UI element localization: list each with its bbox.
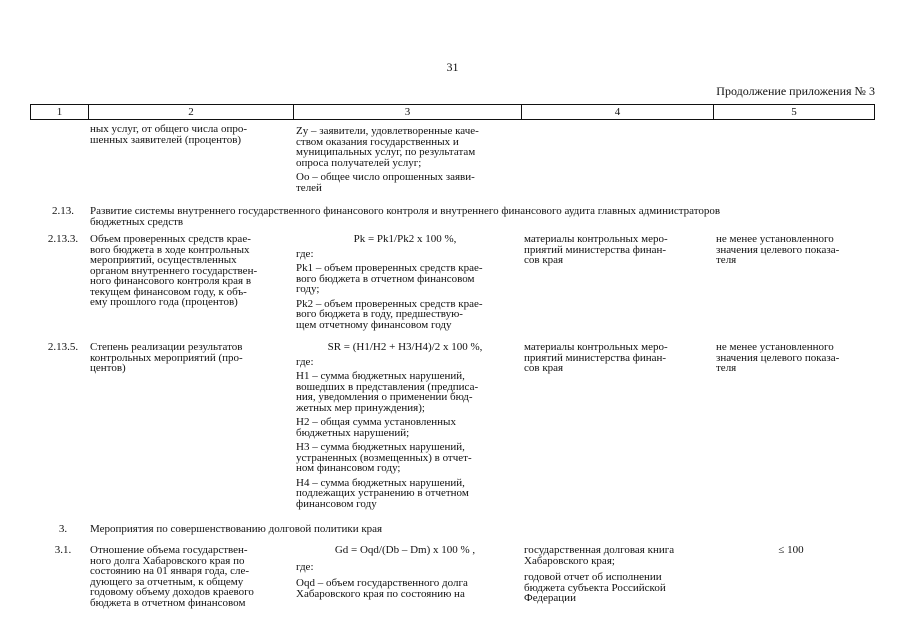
page-number: 31 [446, 60, 459, 74]
row-number: 2.13.5. [47, 341, 79, 353]
header-col-3: 3 [294, 105, 522, 119]
text-line: Объем проверенных средств крае- [90, 233, 251, 245]
formula: Pk = Pk1/Pk2 x 100 %, [353, 233, 457, 245]
text-line: телей [296, 181, 322, 194]
formula-cell [296, 342, 514, 509]
text-line: вошедших в представления (предписа- [296, 380, 479, 393]
text-line: году; [296, 283, 320, 295]
indicator-name [90, 545, 284, 608]
text-line: финансовом году [296, 497, 377, 510]
text-line: вого бюджета в году, предшествую- [296, 308, 463, 320]
indicator-name [90, 234, 284, 308]
text-line: муниципальных услуг, по результатам [296, 146, 476, 158]
text-line: жетных мер принуждения); [296, 401, 425, 414]
text-line: ного финансового контроля края в [90, 275, 252, 287]
header-col-5: 5 [791, 106, 797, 118]
appendix-note: Продолжение приложения № 3 [716, 84, 875, 98]
header-col-2: 2 [89, 105, 294, 119]
text-line: Отношение объема государствен- [90, 544, 248, 556]
target-cell: ≤ 100 [778, 544, 804, 556]
indicator-name [90, 342, 284, 374]
text-line: годовой отчет об исполнении [524, 571, 662, 583]
text-line: бюджетных нарушений; [296, 426, 410, 439]
text-line: шенных заявителей (процентов) [90, 133, 242, 146]
text-line: состоянию на 01 января года, сле- [90, 565, 250, 577]
target-cell [716, 234, 866, 266]
text-line: устраненных (возмещенных) в отчет- [296, 451, 472, 464]
text-line: щем отчетному финансовом году [296, 318, 452, 331]
header-col-4: 4 [522, 105, 714, 119]
text-line: Хабаровского края по состоянию на [296, 587, 465, 600]
where-label: где: [296, 560, 314, 573]
text-line: бюджета субъекта Российской [524, 581, 666, 594]
text-line: не менее установленного [716, 341, 834, 353]
text-line: ного долга Хабаровского края по [90, 554, 245, 567]
source-cell [524, 342, 704, 374]
text-line: подлежащих устранению в отчетном [296, 487, 469, 499]
text-line: годовому объему доходов краевого [90, 586, 254, 598]
section-title: Мероприятия по совершенствованию долговой политики края [90, 523, 383, 535]
text-line: приятий министерства финан- [524, 243, 667, 256]
text-line: Федерации [524, 592, 576, 604]
text-line: Zy – заявители, удовлетворенные каче- [296, 125, 479, 137]
section-number: 2.13. [52, 205, 74, 217]
formula-cell [296, 234, 514, 330]
formula: Gd = Oqd/(Db – Dm) x 100 % , [334, 544, 476, 556]
text-line: бюджетных средств [90, 215, 184, 228]
where-label: где: [296, 247, 314, 260]
text-line: ния, уведомления о применении бюд- [296, 391, 473, 403]
where-label: где: [296, 355, 314, 368]
text-line: Развитие системы внутреннего государственного финансового контроля и внутреннего финансового аудита главных администраторов [90, 205, 721, 217]
cont-formula [296, 126, 514, 193]
table-header-row [30, 104, 875, 120]
formula-cell [296, 545, 514, 599]
text-line: ством оказания государственных и [296, 135, 459, 148]
cont-name [90, 124, 284, 145]
text-line: центов) [90, 362, 126, 374]
text-line: теля [716, 362, 737, 374]
text-line: ных услуг, от общего числа опро- [90, 123, 247, 135]
text-line: мероприятий, осуществленных [90, 254, 237, 266]
text-line: материалы контрольных меро- [524, 341, 668, 353]
text-line: Хабаровского края; [524, 554, 615, 567]
source-cell [524, 234, 704, 266]
text-line: контрольных мероприятий (про- [90, 351, 243, 364]
text-line: опроса получателей услуг; [296, 156, 422, 169]
text-line: Степень реализации результатов [90, 341, 243, 353]
text-line: материалы контрольных меро- [524, 233, 668, 245]
row-number: 3.1. [54, 544, 72, 556]
text-line: H1 – сумма бюджетных нарушений, [296, 370, 465, 382]
text-line: приятий министерства финан- [524, 351, 667, 364]
text-line: органом внутреннего государствен- [90, 264, 258, 277]
target-cell [716, 342, 866, 374]
section-number: 3. [58, 523, 68, 535]
text-line: H4 – сумма бюджетных нарушений, [296, 476, 465, 489]
text-line: H3 – сумма бюджетных нарушений, [296, 441, 465, 453]
text-line: Oo – общее число опрошенных заяви- [296, 171, 475, 183]
text-line: Oqd – объем государственного долга [296, 577, 468, 589]
formula: SR = (H1/H2 + H3/H4)/2 x 100 %, [327, 341, 483, 353]
text-line: вого бюджета в ходе контрольных [90, 243, 250, 256]
text-line: Pk1 – объем проверенных средств крае- [296, 262, 483, 274]
text-line: значения целевого показа- [716, 351, 840, 364]
text-line: вого бюджета в отчетном финансовом [296, 272, 475, 285]
text-line: H2 – общая сумма установленных [296, 416, 456, 428]
row-number: 2.13.3. [47, 233, 79, 245]
text-line: текущем финансовом году, к объ- [90, 285, 247, 298]
section-title [90, 206, 868, 227]
text-line: не менее установленного [716, 233, 834, 245]
header-col-1: 1 [31, 105, 89, 119]
text-line: сов края [524, 362, 564, 374]
text-line: сов края [524, 254, 564, 266]
text-line: значения целевого показа- [716, 243, 840, 256]
text-line: Pk2 – объем проверенных средств крае- [296, 297, 483, 310]
source-cell [524, 545, 704, 604]
text-line: государственная долговая книга [524, 544, 675, 556]
text-line: бюджета в отчетном финансовом [90, 596, 246, 609]
text-line: ном финансовом году; [296, 462, 401, 474]
text-line: ему прошлого года (процентов) [90, 296, 238, 308]
text-line: теля [716, 254, 737, 266]
text-line: дующего за отчетным, к общему [90, 575, 244, 588]
